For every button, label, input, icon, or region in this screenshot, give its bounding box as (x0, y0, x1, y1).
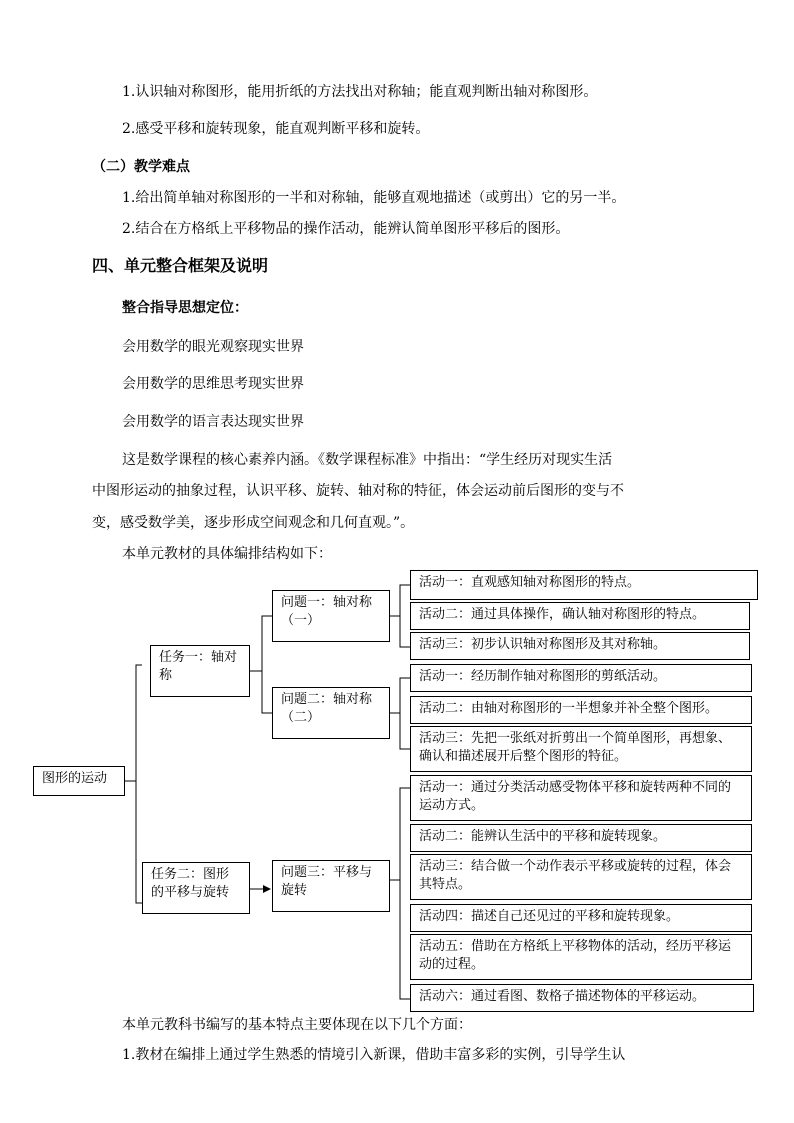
difficulty-point-1: 1.给出简单轴对称图形的一半和对称轴，能够直观地描述（或剪出）它的另一半。 (122, 190, 626, 206)
chart-task-1: 任务一：轴对称 (150, 645, 250, 697)
key-point-2: 2.感受平移和旋转现象，能直观判断平移和旋转。 (122, 121, 430, 137)
chart-activity: 活动三：初步认识轴对称图形及其对称轴。 (410, 632, 750, 660)
paragraph-line-3: 变，感受数学美，逐步形成空间观念和几何直观。”。 (92, 515, 415, 531)
difficulty-point-2: 2.结合在方格纸上平移物品的操作活动，能辨认简单图形平移后的图形。 (122, 221, 570, 237)
guide-line-3: 会用数学的语言表达现实世界 (122, 414, 304, 430)
chart-root: 图形的运动 (33, 766, 125, 796)
chart-problem-1: 问题一：轴对称（一） (272, 590, 390, 642)
paragraph-line-2: 中图形运动的抽象过程，认识平移、旋转、轴对称的特征，体会运动前后图形的变与不 (92, 483, 624, 499)
unit-heading: 四、单元整合框架及说明 (92, 256, 269, 275)
chart-activity: 活动一：经历制作轴对称图形的剪纸活动。 (410, 664, 752, 692)
chart-activity: 活动一：直观感知轴对称图形的特点。 (410, 570, 758, 600)
key-point-1: 1.认识轴对称图形，能用折纸的方法找出对称轴；能直观判断出轴对称图形。 (122, 84, 598, 100)
structure-intro: 本单元教材的具体编排结构如下： (122, 546, 332, 562)
chart-activity: 活动一：通过分类活动感受物体平移和旋转两种不同的运动方式。 (410, 775, 752, 821)
chart-activity: 活动五：借助在方格纸上平移物体的活动，经历平移运动的过程。 (410, 934, 752, 980)
guide-line-2: 会用数学的思维思考现实世界 (122, 376, 304, 392)
chart-problem-2: 问题二：轴对称（二） (272, 687, 390, 739)
difficulty-heading: （二）教学难点 (92, 159, 190, 175)
chart-activity: 活动二：能辨认生活中的平移和旋转现象。 (410, 824, 752, 852)
chart-activity: 活动六：通过看图、数格子描述物体的平移运动。 (410, 984, 754, 1012)
after-chart-text: 本单元教科书编写的基本特点主要体现在以下几个方面： (122, 1017, 472, 1033)
guide-line-1: 会用数学的眼光观察现实世界 (122, 339, 304, 355)
chart-activity: 活动三：先把一张纸对折剪出一个简单图形，再想象、确认和描述展开后整个图形的特征。 (410, 726, 752, 772)
paragraph-line-1: 这是数学课程的核心素养内涵。《数学课程标准》中指出：“学生经历对现实生活 (122, 452, 613, 468)
chart-task-2: 任务二：图形的平移与旋转 (142, 862, 250, 914)
guide-heading: 整合指导思想定位： (122, 300, 248, 316)
chart-activity: 活动三：结合做一个动作表示平移或旋转的过程，体会其特点。 (410, 854, 752, 900)
chart-activity: 活动二：通过具体操作，确认轴对称图形的特点。 (410, 602, 750, 630)
chart-activity: 活动二：由轴对称图形的一半想象并补全整个图形。 (410, 696, 752, 724)
last-line: 1.教材在编排上通过学生熟悉的情境引入新课，借助丰富多彩的实例，引导学生认 (122, 1047, 626, 1063)
chart-activity: 活动四：描述自己还见过的平移和旋转现象。 (410, 904, 752, 932)
chart-problem-3: 问题三：平移与旋转 (272, 860, 390, 912)
